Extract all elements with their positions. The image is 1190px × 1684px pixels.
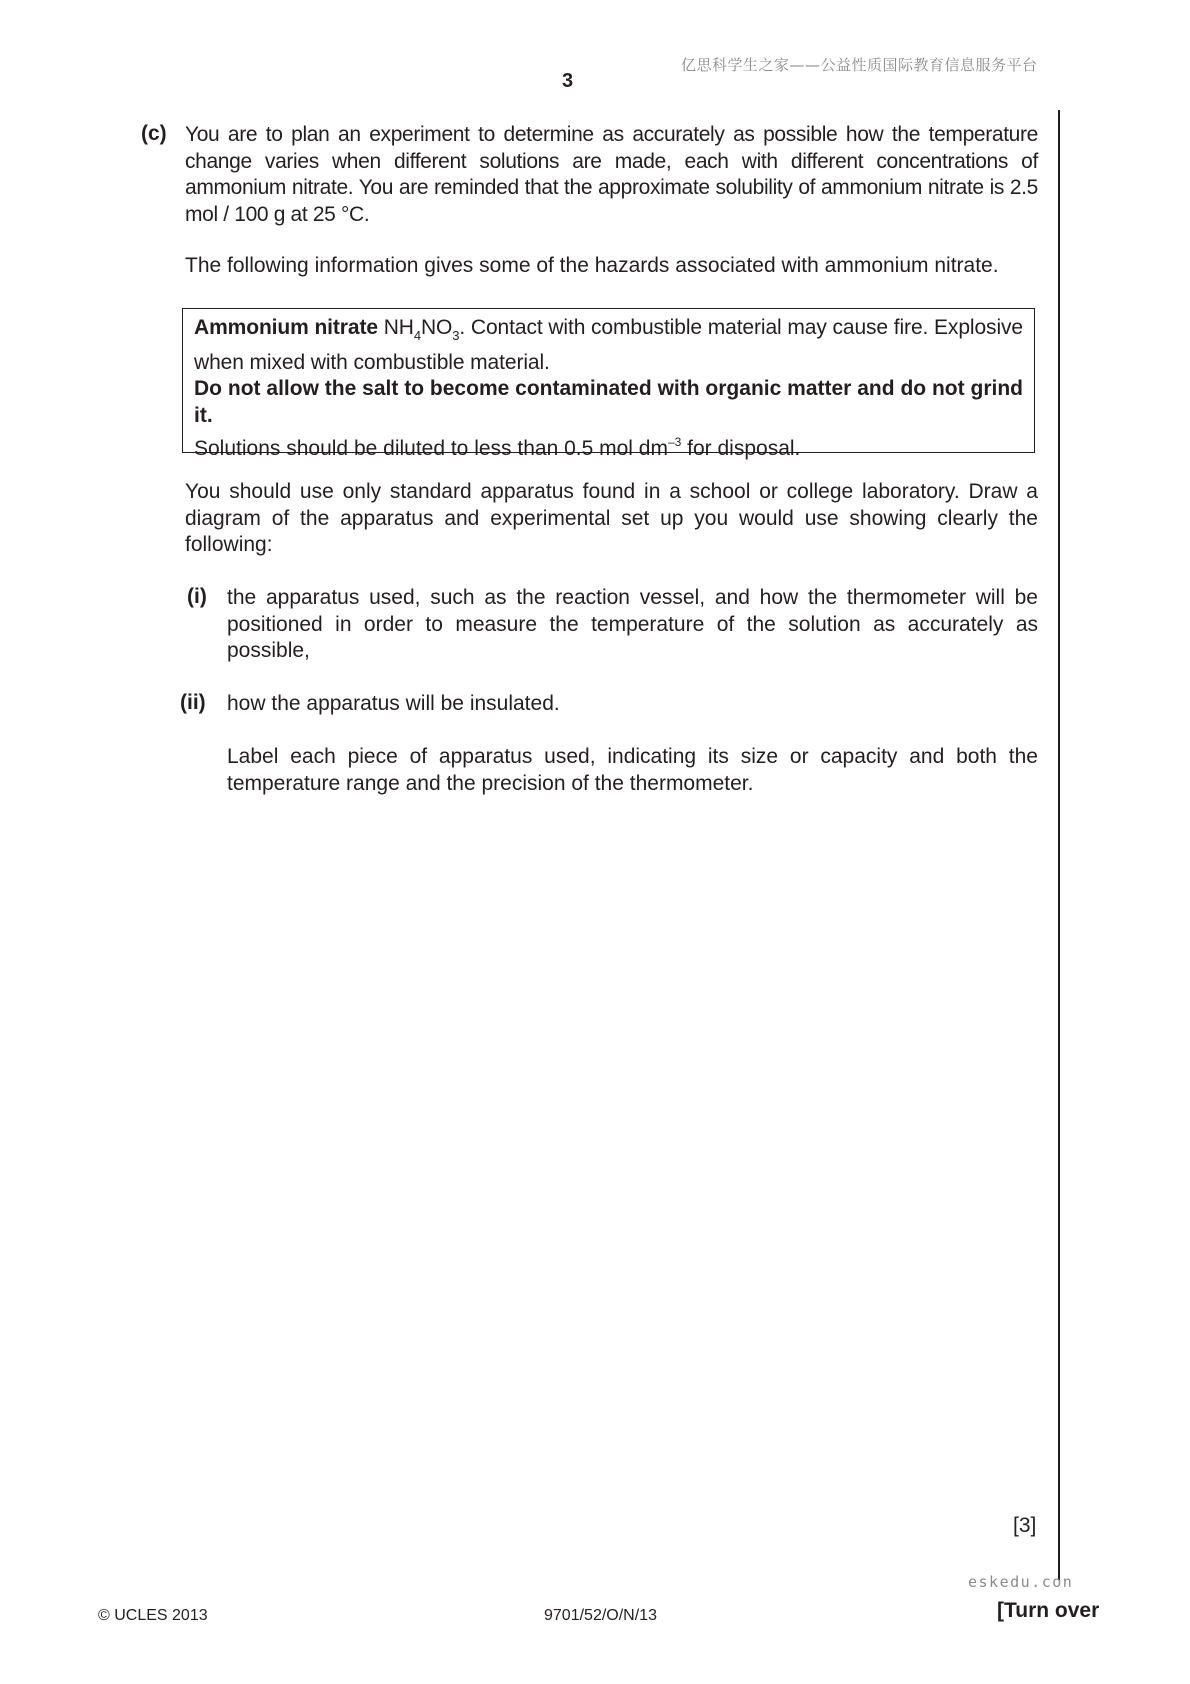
margin-rule	[1058, 110, 1060, 1580]
hazard-text: . Contact with combustible material may cause fire. Explosive when mixed with combustible material.	[194, 316, 1023, 374]
sub-item-label-i: (i)	[187, 585, 207, 608]
header-watermark: 亿思科学生之家——公益性质国际教育信息服务平台	[681, 56, 1038, 74]
hazard-box	[182, 308, 1035, 460]
footer-watermark: eskedu.con	[968, 1573, 1074, 1591]
turn-over: [Turn over	[997, 1599, 1100, 1622]
hazard-description	[194, 315, 1023, 376]
hazard-intro: The following information gives some of the hazards associated with ammonium nitrate.	[185, 254, 999, 277]
disposal-note: Solutions should be diluted to less than 0.5 mol $dm^{-3}$ for disposal.	[194, 435, 801, 460]
label-instruction: Label each piece of apparatus used, indicating its size or capacity and both the temperature range and the precision of the thermometer.	[227, 745, 1038, 795]
page-number: 3	[562, 70, 574, 92]
substance-name: Ammonium nitrate	[194, 316, 378, 339]
question-part-label: (c)	[141, 122, 167, 145]
sub-item-text-i: the apparatus used, such as the reaction vessel, and how the thermometer will be positioned in order to measure the temperature of the solution as accurately as possible,	[227, 586, 1038, 662]
marks: [3]	[1013, 1514, 1037, 1537]
copyright: © UCLES 2013	[98, 1607, 208, 1624]
paper-code: 9701/52/O/N/13	[544, 1607, 657, 1624]
hazard-warning: Do not allow the salt to become contaminated with organic matter and do not grind it.	[194, 377, 1023, 427]
sub-item-label-ii: (ii)	[180, 691, 206, 714]
sub-item-text-ii: how the apparatus will be insulated.	[227, 692, 560, 715]
formula: $NH_4NO_3$	[383, 316, 460, 343]
question-intro: You are to plan an experiment to determine as accurately as possible how the temperature change varies when different solutions are made, each with different concentrations of ammonium nitrate. You are reminded that the approximate solubility of ammonium nitrate is 2.5 mol / 100 g at 25 °C.	[185, 123, 1038, 226]
apparatus-instruction: You should use only standard apparatus found in a school or college laboratory. Draw a diagram of the apparatus and experimental set up you would use showing clearly the following:	[185, 480, 1038, 556]
